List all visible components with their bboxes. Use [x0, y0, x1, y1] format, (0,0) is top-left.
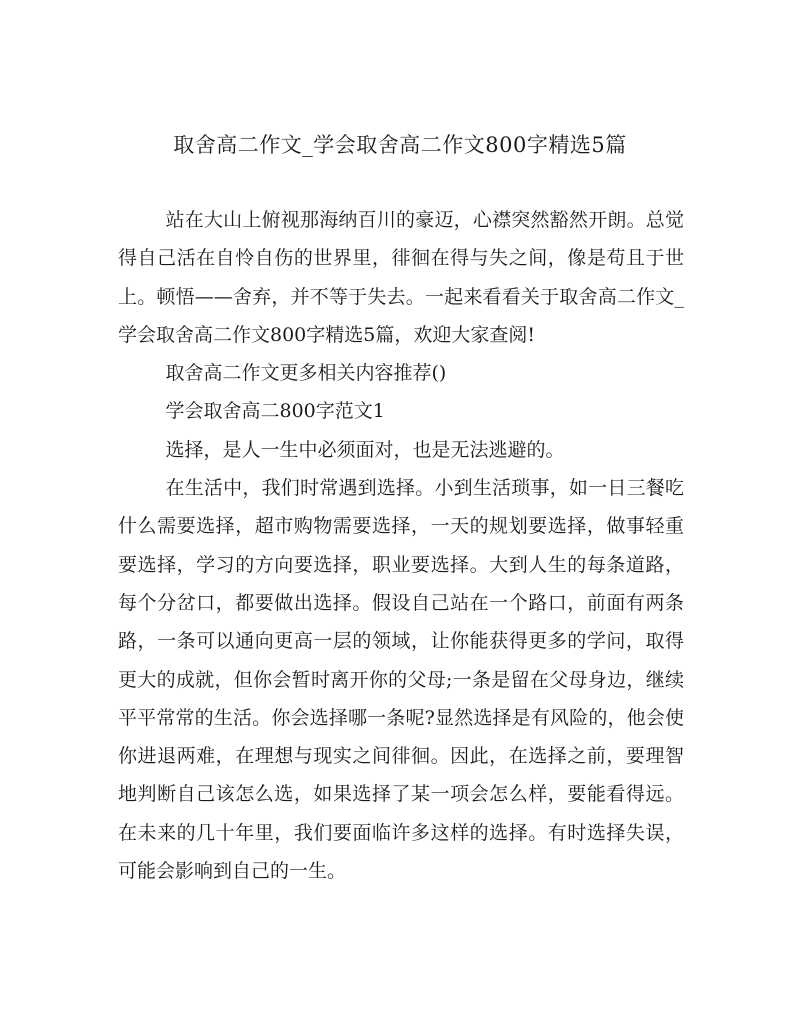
intro-paragraph: 站在大山上俯视那海纳百川的豪迈，心襟突然豁然开朗。总觉得自己活在自怜自伤的世界里，徘徊在得与失之间，像是苟且于世上。顿悟——舍弃，并不等于失去。一起来看看关于取舍高二作文_学会取舍高二作文800字精选5篇，欢迎大家查阅!: [118, 209, 684, 346]
essay-paragraph: 选择，是人一生中必须面对，也是无法逃避的。: [165, 438, 565, 461]
essay-paragraph: 在生活中，我们时常遇到选择。小到生活琐事，如一日三餐吃什么需要选择，超市购物需要选择，一天的规划要选择，做事轻重要选择，学习的方向要选择，职业要选择。大到人生的每条道路，每个分岔口，都要做出选择。假设自己站在一个路口，前面有两条路，一条可以通向更高一层的领域，让你能获得更多的学问，取得更大的成就，但你会暂时离开你的父母;一条是留在父母身边，继续平平常常的生活。你会选择哪一条呢?显然选择是有风险的，他会使你进退两难，在理想与现实之间徘徊。因此，在选择之前，要理智地判断自己该怎么选，如果选择了某一项会怎么样，要能看得远。在未来的几十年里，我们要面临许多这样的选择。有时选择失误，可能会影响到自己的一生。: [118, 477, 684, 883]
essay-heading: 学会取舍高二800字范文1: [165, 400, 385, 423]
related-content-line: 取舍高二作文更多相关内容推荐(): [165, 362, 447, 385]
document-body: [118, 201, 684, 890]
document-title: 取舍高二作文_学会取舍高二作文800字精选5篇: [173, 133, 627, 157]
